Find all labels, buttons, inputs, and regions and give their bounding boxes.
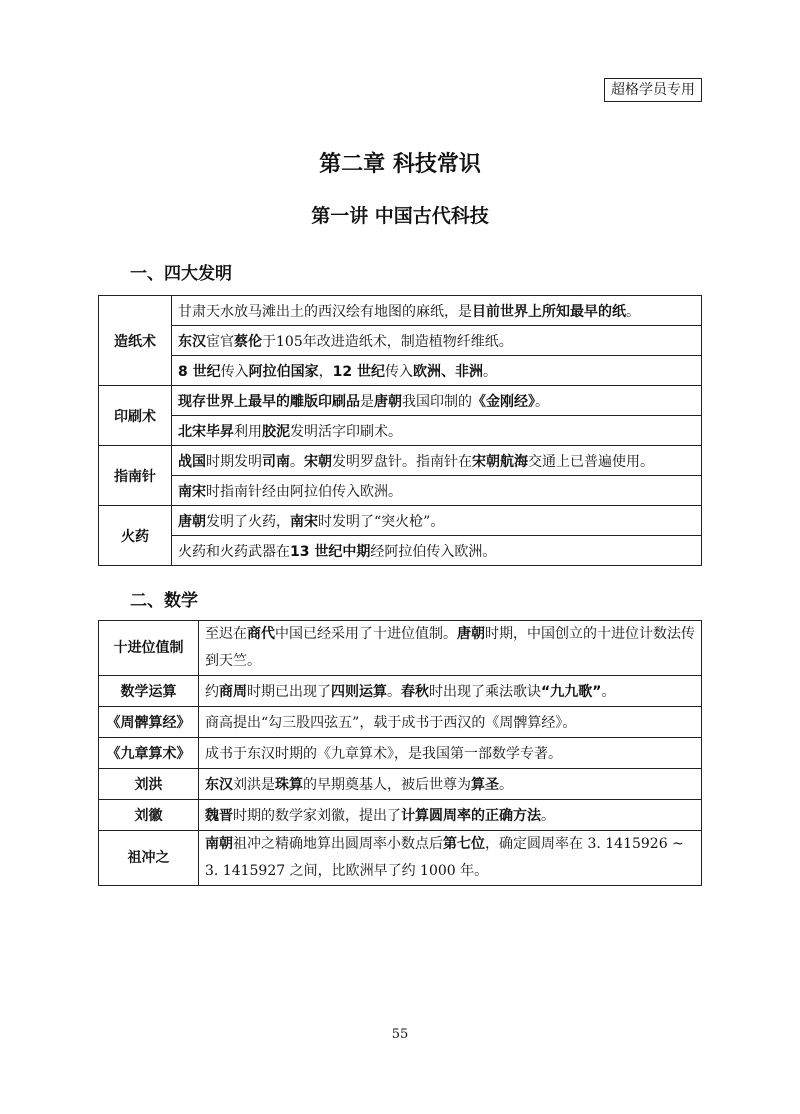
emphasis-text: 商周 [219, 684, 247, 700]
math-topic-detail [199, 621, 702, 676]
body-text: 时期发明 [206, 453, 262, 470]
body-text: 。 [535, 393, 549, 410]
invention-label: 火药 [99, 506, 172, 566]
emphasis-text: 商代 [247, 626, 275, 642]
section-heading-math: 二、数学 [130, 591, 198, 611]
body-text: 我国印制的 [402, 393, 472, 410]
table-row [99, 536, 702, 566]
table-row [99, 506, 702, 536]
emphasis-text: 南朝 [205, 836, 233, 852]
math-topic-label: 数学运算 [99, 676, 199, 707]
math-topic-detail [199, 738, 702, 769]
table-row [99, 831, 702, 886]
table-row [99, 800, 702, 831]
emphasis-text: 现存世界上最早的雕版印刷品 [178, 393, 360, 410]
body-text: ，确定圆周率在 3. 1415926 ~ 3. 1415927 之间，比欧洲早了约 1000 年。 [205, 836, 684, 879]
invention-label: 印刷术 [99, 386, 172, 446]
emphasis-text: “九九歌” [541, 684, 602, 700]
invention-detail [172, 296, 702, 326]
invention-detail [172, 326, 702, 356]
table-row [99, 326, 702, 356]
math-topic-label: 祖冲之 [99, 831, 199, 886]
body-text: 约 [205, 684, 219, 700]
body-text: 。 [601, 684, 616, 700]
body-text: ， [318, 363, 333, 380]
invention-detail [172, 386, 702, 416]
math-topic-detail [199, 800, 702, 831]
body-text: 时期的数学家刘徽，提出了 [233, 808, 401, 824]
emphasis-text: 13 世纪中期 [290, 543, 371, 560]
emphasis-text: 《金刚经》 [472, 393, 535, 410]
body-text: 。 [499, 777, 513, 793]
emphasis-text: 唐朝 [457, 626, 485, 642]
math-table [98, 620, 702, 886]
math-topic-label: 刘徽 [99, 800, 199, 831]
invention-detail [172, 446, 702, 476]
emphasis-text: 南宋 [178, 483, 206, 500]
math-topic-label: 刘洪 [99, 769, 199, 800]
emphasis-text: 珠算 [275, 777, 303, 793]
invention-detail [172, 536, 702, 566]
body-text: 是 [360, 393, 374, 410]
body-text: 。 [290, 453, 304, 470]
invention-label: 指南针 [99, 446, 172, 506]
emphasis-text: 第七位 [443, 836, 485, 852]
emphasis-text: 胶泥 [262, 423, 290, 440]
body-text: 商高提出“勾三股四弦五”，载于成书于西汉的《周髀算经》。 [205, 715, 577, 731]
body-text: 成书于东汉时期的《九章算术》，是我国第一部数学专著。 [205, 746, 562, 762]
math-topic-label: 十进位值制 [99, 621, 199, 676]
emphasis-text: 魏晋 [205, 808, 233, 824]
invention-detail [172, 416, 702, 446]
invention-detail [172, 356, 702, 386]
emphasis-text: 东汉 [178, 333, 206, 350]
body-text: 至迟在 [205, 626, 247, 642]
body-text: 时期，中国创立的十进位计数法传到天竺。 [205, 626, 695, 669]
body-text: 。 [626, 303, 640, 320]
body-text: 的早期奠基人，被后世尊为 [303, 777, 471, 793]
math-topic-label: 《九章算术》 [99, 738, 199, 769]
body-text: 发明活字印刷术。 [290, 423, 402, 440]
emphasis-text: 东汉 [205, 777, 233, 793]
emphasis-text: 宋朝 [304, 453, 332, 470]
emphasis-text: 司南 [262, 453, 290, 470]
invention-detail [172, 506, 702, 536]
math-topic-detail [199, 707, 702, 738]
table-row [99, 296, 702, 326]
emphasis-text: 蔡伦 [234, 333, 262, 350]
body-text: 。 [482, 363, 497, 380]
math-topic-label: 《周髀算经》 [99, 707, 199, 738]
body-text: 交通上已普遍使用。 [528, 453, 654, 470]
emphasis-text: 计算圆周率的正确方法 [401, 808, 541, 824]
body-text: 时出现了乘法歌诀 [429, 684, 541, 700]
emphasis-text: 南宋 [290, 513, 318, 530]
emphasis-text: 阿拉伯国家 [248, 363, 319, 380]
body-text: 利用 [234, 423, 262, 440]
body-text: 于105年改进造纸术，制造植物纤维纸。 [262, 333, 513, 350]
body-text: 发明了火药， [206, 513, 290, 530]
table-row [99, 386, 702, 416]
emphasis-text: 算圣 [471, 777, 499, 793]
table-row [99, 446, 702, 476]
body-text: 传入 [384, 363, 413, 380]
body-text: 传入 [220, 363, 249, 380]
body-text: 。 [541, 808, 555, 824]
table-row [99, 356, 702, 386]
emphasis-text: 欧洲、非洲 [412, 363, 483, 380]
body-text: 火药和火药武器在 [178, 543, 290, 560]
body-text: 时指南针经由阿拉伯传入欧洲。 [206, 483, 402, 500]
lecture-title: 第一讲 中国古代科技 [311, 205, 489, 227]
table-row [99, 676, 702, 707]
body-text: 。 [387, 684, 401, 700]
restricted-tag: 超格学员专用 [604, 78, 702, 102]
body-text: 中国已经采用了十进位值制。 [275, 626, 457, 642]
table-row [99, 738, 702, 769]
body-text: 时期已出现了 [247, 684, 331, 700]
emphasis-text: 战国 [178, 453, 206, 470]
invention-label: 造纸术 [99, 296, 172, 386]
math-topic-detail [199, 831, 702, 886]
invention-detail [172, 476, 702, 506]
emphasis-text: 8 世纪 [178, 363, 221, 380]
table-row [99, 416, 702, 446]
body-text: 时发明了“突火枪”。 [318, 513, 445, 530]
math-topic-detail [199, 676, 702, 707]
emphasis-text: 四则运算 [331, 684, 387, 700]
math-topic-detail [199, 769, 702, 800]
emphasis-text: 唐朝 [374, 393, 402, 410]
table-row [99, 476, 702, 506]
body-text: 宦官 [206, 333, 234, 350]
emphasis-text: 唐朝 [178, 513, 206, 530]
body-text: 刘洪是 [233, 777, 275, 793]
page-number: 55 [391, 1027, 409, 1042]
emphasis-text: 北宋毕昇 [178, 423, 234, 440]
table-row [99, 707, 702, 738]
body-text: 发明罗盘针。指南针在 [332, 453, 472, 470]
section-heading-inventions: 一、四大发明 [130, 264, 232, 284]
emphasis-text: 宋朝航海 [472, 453, 528, 470]
body-text: 祖冲之精确地算出圆周率小数点后 [233, 836, 443, 852]
emphasis-text: 12 世纪 [332, 363, 385, 380]
chapter-title: 第二章 科技常识 [319, 152, 481, 177]
body-text: 经阿拉伯传入欧洲。 [370, 543, 497, 560]
table-row [99, 769, 702, 800]
body-text: 甘肃天水放马滩出土的西汉绘有地图的麻纸，是 [178, 303, 472, 320]
inventions-table [98, 295, 702, 566]
emphasis-text: 目前世界上所知最早的纸 [472, 303, 626, 320]
emphasis-text: 春秋 [401, 684, 429, 700]
table-row [99, 621, 702, 676]
